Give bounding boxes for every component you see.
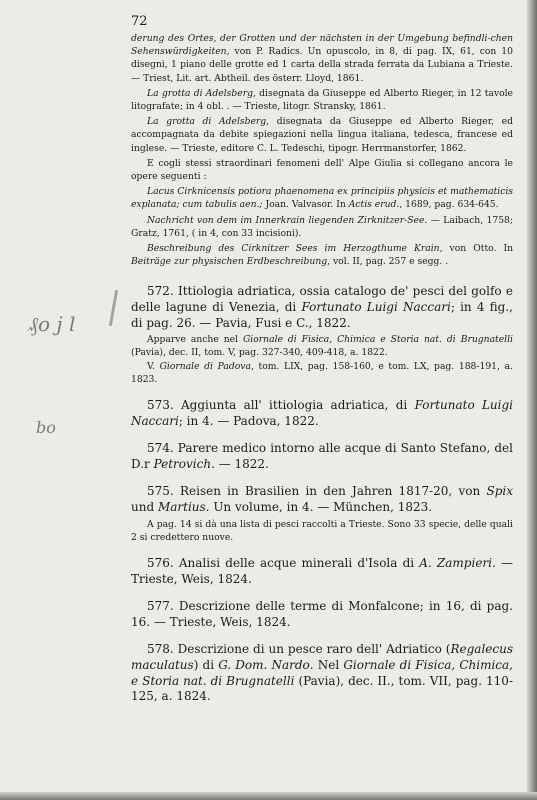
entry-572: 572. Ittiologia adriatica, ossia catalogo de' pesci del golfo e delle lagune di Venezia, di Fortunato Luigi Naccari; in 4 fig., di pag. 26. — Pavia, Fusi e C., 1822. (131, 284, 513, 330)
page-edge-right (527, 0, 537, 800)
handwritten-margin-note: ₰o j l (28, 312, 76, 336)
reference-cirknitzer-sees: Beschreibung des Cirknitzer Sees im Herzogthume Krain, von Otto. In Beiträge zur physischen Erdbeschreibung, vol. II, pag. 257 e segg. . (131, 243, 514, 268)
reference-lacus-cirknicensis: Lacus Cirknicensis potiora phaenomena ex principiis physicis et mathematicis explanata; cum tabulis aen.; Joan. Valvasor. In Actis erud., 1689, pag. 634-645. (131, 186, 513, 211)
entry-575: 575. Reisen in Brasilien in den Jahren 1817-20, von Spix und Martius. Un volume, in 4. — München, 1823. (131, 484, 513, 515)
page-number: 72 (131, 14, 148, 29)
reference-adelsberg-2: La grotta di Adelsberg, disegnata da Giuseppe ed Alberto Rieger, ed accompagnata da debite spiegazioni nella lingua italiana, tedesca, francese ed inglese. — Trieste, editore C. L. Tedeschi, tipogr. Herrmanstorfer, 1862. (131, 116, 513, 154)
entry-575-note: A pag. 14 si dà una lista di pesci raccolti a Trieste. Sono 33 specie, delle quali 2 si credettero nuove. (131, 518, 513, 543)
entry-574: 574. Parere medico intorno alle acque di Santo Stefano, del D.r Petrovich. — 1822. (131, 441, 513, 471)
page-body (131, 32, 513, 705)
entry-576: 576. Analisi delle acque minerali d'Isola di A. Zampieri. — Trieste, Weis, 1824. (131, 556, 513, 586)
entry-577: 577. Descrizione delle terme di Monfalcone; in 16, di pag. 16. — Trieste, Weis, 1824. (131, 599, 513, 629)
reference-intro: E cogli stessi straordinari fenomeni dell' Alpe Giulia si collegano ancora le opere seguenti : (131, 157, 513, 183)
continuation-paragraph: derung des Ortes, der Grotten und der nächsten in der Umgebung befindli-chen Sehenswürdigkeiten, von P. Radics. Un opuscolo, in 8, di pag. IX, 61, con 10 disegni, 1 piano delle grotte ed 1 carta della strada ferrata da Lubiana a Trieste. — Triest, Lit. art. Abtheil. des österr. Lloyd, 1861. (131, 33, 513, 84)
pencil-margin-stroke (109, 290, 118, 326)
handwritten-margin-note-2: bo (36, 418, 56, 437)
reference-zirknitzer-see: Nachricht von dem im Innerkrain liegenden Zirknitzer-See. — Laibach, 1758; Gratz, 1761, ( in 4, con 33 incisioni). (131, 214, 513, 239)
reference-adelsberg-1: La grotta di Adelsberg, disegnata da Giuseppe ed Alberto Rieger, in 12 tavole litografate; in 4 obl. . — Trieste, litogr. Stransky, 1861. (131, 87, 513, 113)
entry-572-note-2: V. Giornale di Padova, tom. LIX, pag. 158-160, e tom. LX, pag. 188-191, a. 1823. (131, 360, 513, 385)
page-edge-bottom (0, 792, 537, 800)
entry-578: 578. Descrizione di un pesce raro dell' Adriatico (Regalecus maculatus) di G. Dom. Nardo. Nel Giornale di Fisica, Chimica, e Storia nat. di Brugnatelli (Pavia), dec. II., tom. VII, pag. 110-125, a. 1824. (131, 642, 513, 704)
entry-573: 573. Aggiunta all' ittiologia adriatica, di Fortunato Luigi Naccari; in 4. — Padova, 1822. (131, 398, 514, 428)
entry-572-note-1: Apparve anche nel Giornale di Fisica, Chimica e Storia nat. di Brugnatelli (Pavia), dec. II, tom. V, pag. 327-340, 409-418, a. 1822. (131, 334, 513, 359)
